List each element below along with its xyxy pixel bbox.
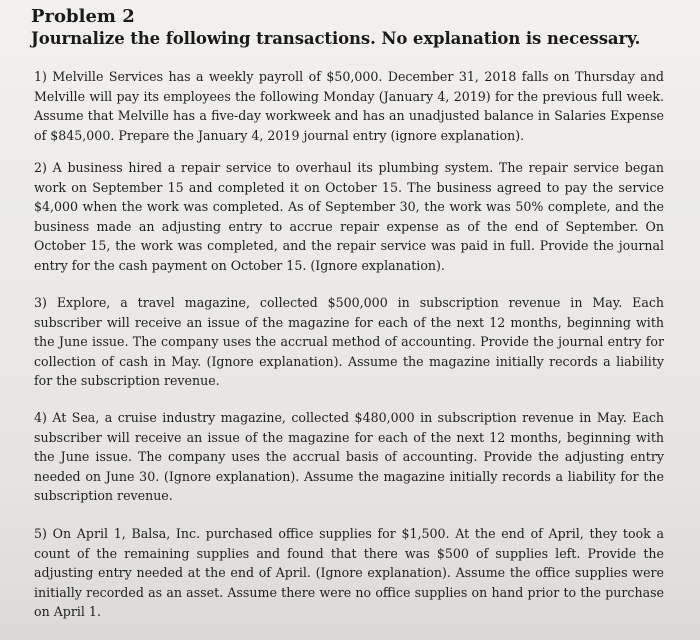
problem-item-1: 1) Melville Services has a weekly payroll of $50,000. December 31, 2018 falls on Thursday and Melville will pay its employees the following Monday (January 4, 2019) for the previous full week. Assume that Melville has a five-day workweek and has an unadjusted balance in Salaries Expense of $845,000. Prepare the January 4, 2019 journal entry (ignore explanation). [34, 69, 664, 143]
problem-item-5: 5) On April 1, Balsa, Inc. purchased office supplies for $1,500. At the end of April, they took a count of the remaining supplies and found that there was $500 of supplies left. Provide the adjusting entry needed at the end of April. (Ignore explanation). Assume the office supplies were initially recorded as an asset. Assume there were no office supplies on hand prior to the purchase on April 1. [34, 526, 664, 620]
problem-instruction: Journalize the following transactions. No explanation is necessary. [31, 29, 641, 48]
problem-title: Problem 2 [31, 6, 135, 27]
problem-item-2: 2) A business hired a repair service to overhaul its plumbing system. The repair service began work on September 15 and completed it on October 15. The business agreed to pay the service $4,000 when the work was completed. As of September 30, the work was 50% complete, and the business made an adjusting entry to accrue repair expense as of the end of September. On October 15, the work was completed, and the repair service was paid in full. Provide the journal entry for the cash payment on October 15. (Ignore explanation). [34, 160, 664, 273]
problem-item-3: 3) Explore, a travel magazine, collected $500,000 in subscription revenue in May. Each subscriber will receive an issue of the magazine for each of the next 12 months, beginning with the June issue. The company uses the accrual method of accounting. Provide the journal entry for collection of cash in May. (Ignore explanation). Assume the magazine initially records a liability for the subscription revenue. [34, 295, 664, 389]
problem-item-4: 4) At Sea, a cruise industry magazine, collected $480,000 in subscription revenue in May. Each subscriber will receive an issue of the magazine for each of the next 12 months, beginning with the June issue. The company uses the accrual basis of accounting. Provide the adjusting entry needed on June 30. (Ignore explanation). Assume the magazine initially records a liability for the subscription revenue. [34, 410, 664, 504]
